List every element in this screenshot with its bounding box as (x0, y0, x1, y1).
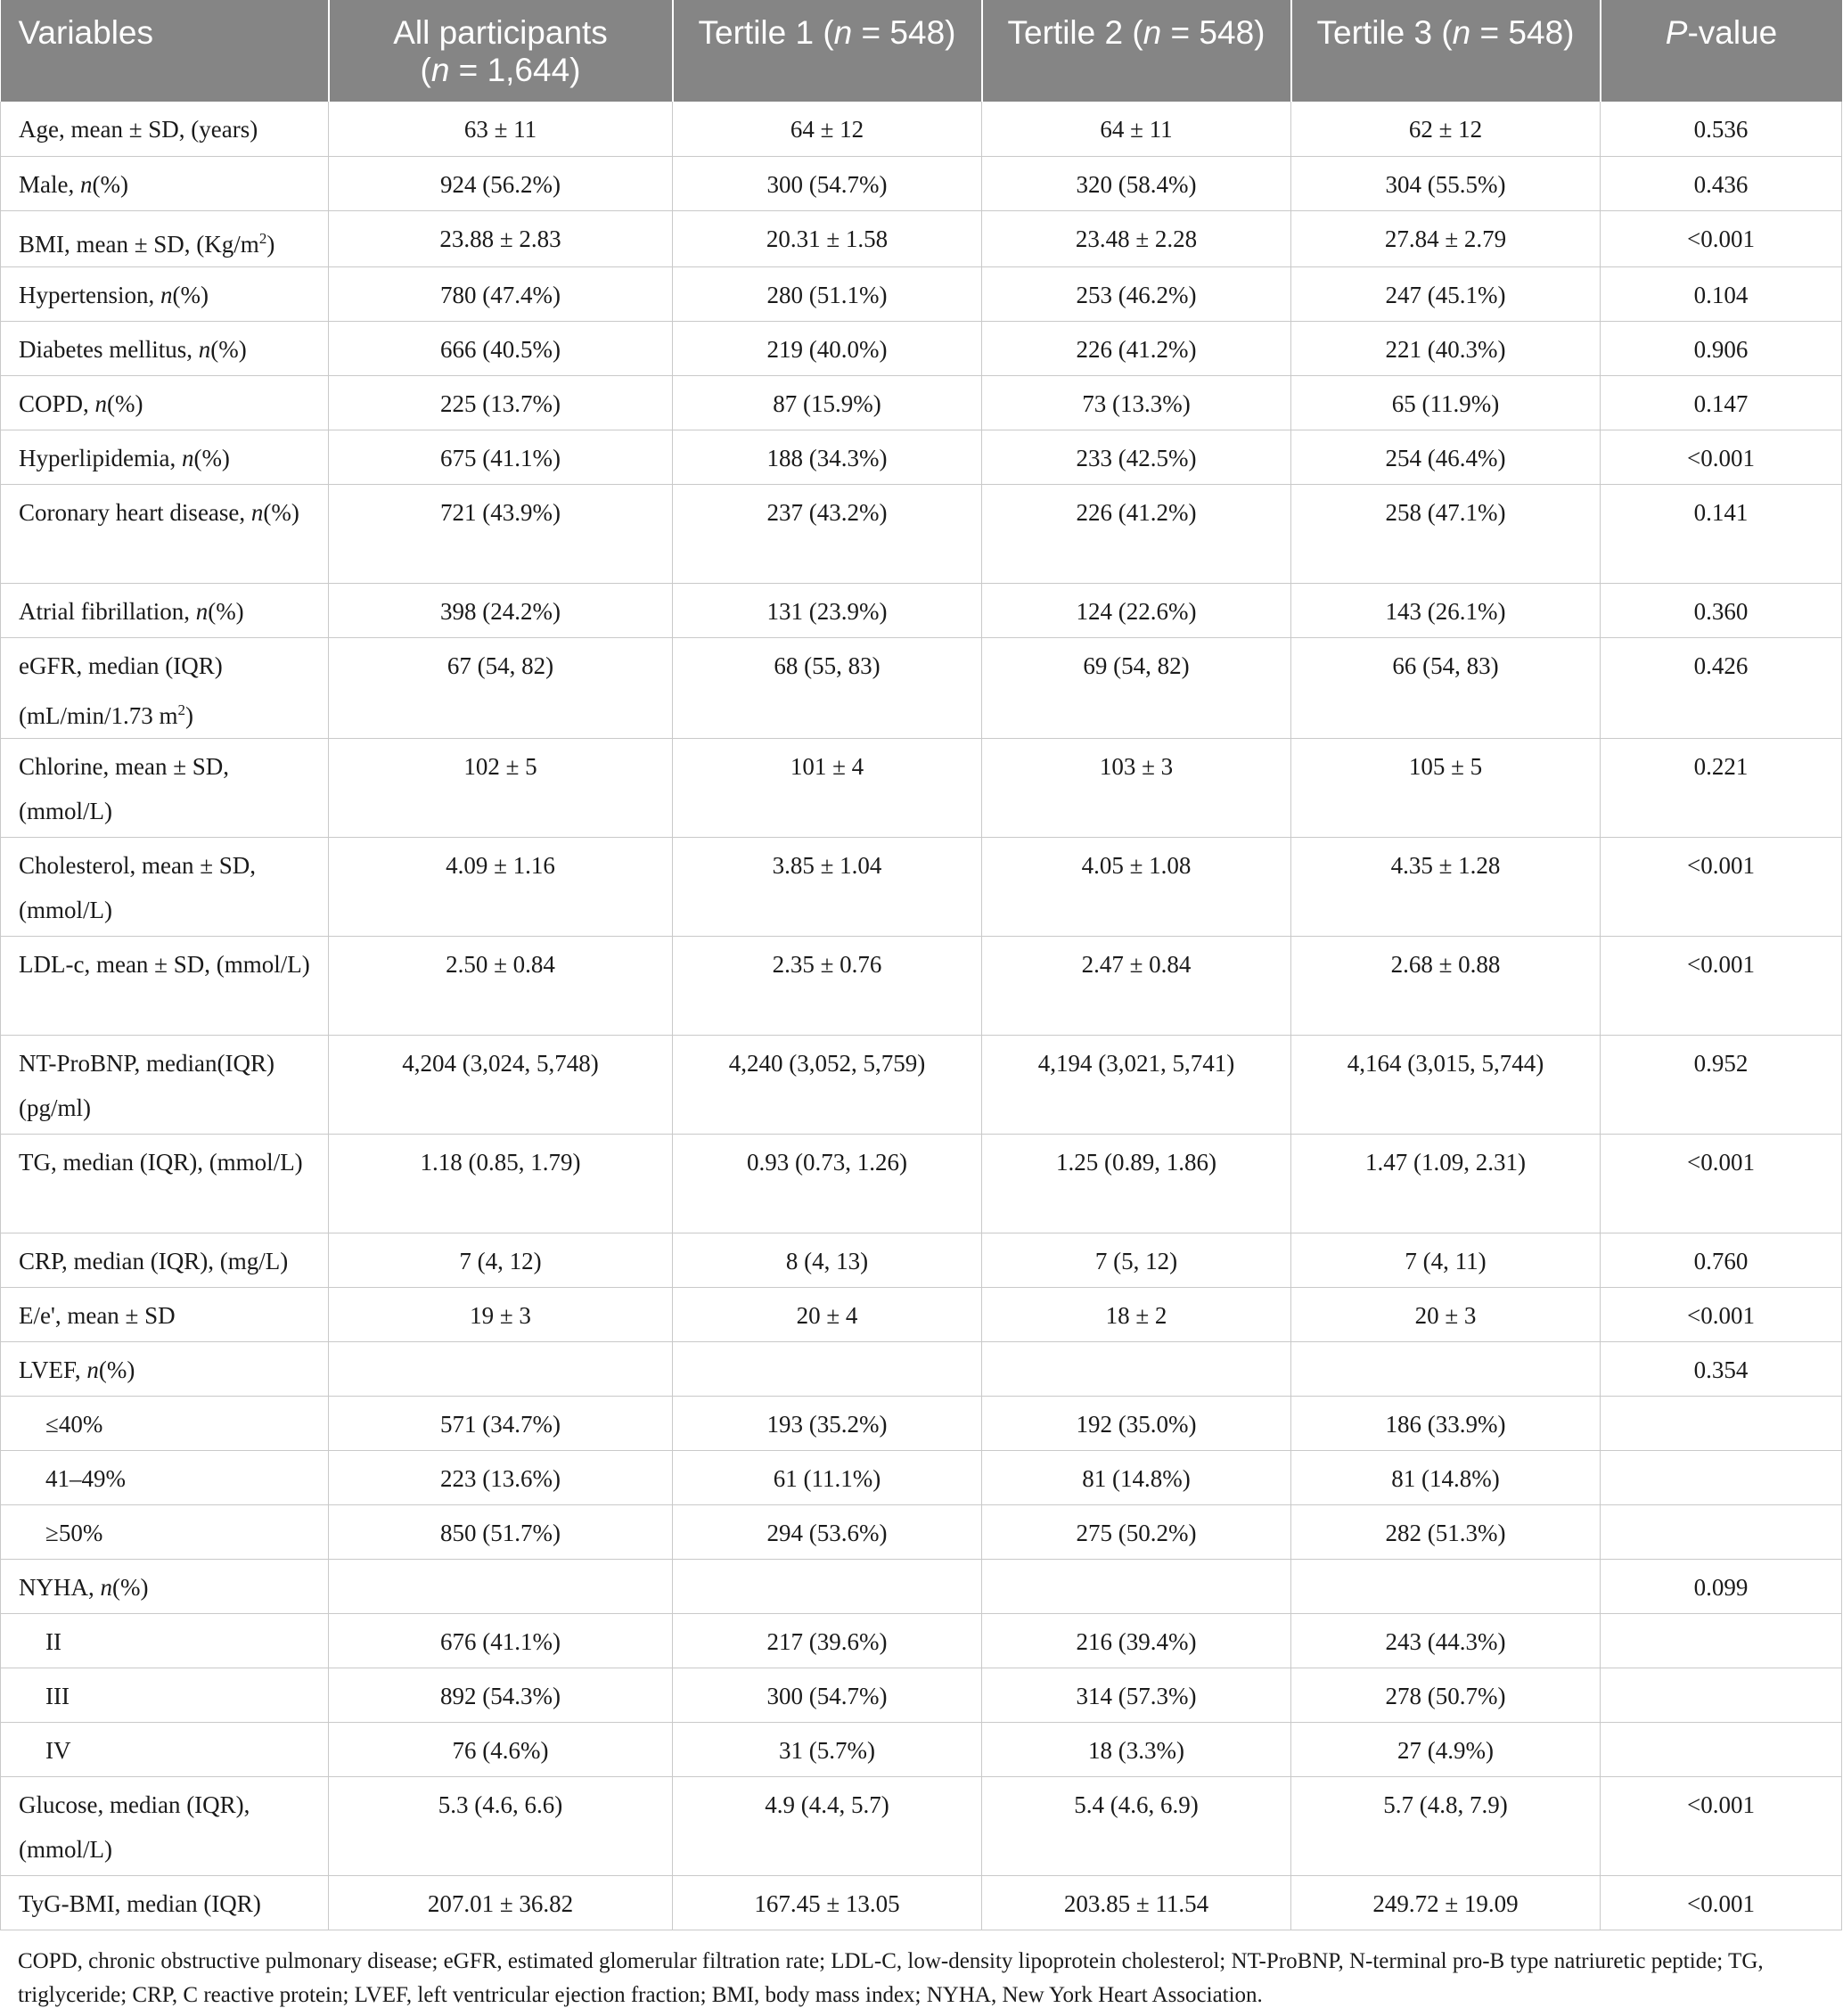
cell-tertile-2: 73 (13.3%) (982, 375, 1291, 430)
cell-tertile-1: 219 (40.0%) (673, 321, 982, 375)
cell-p-value (1601, 1396, 1842, 1450)
cell-tertile-2: 320 (58.4%) (982, 156, 1291, 210)
cell-tertile-1: 64 ± 12 (673, 102, 982, 156)
table-row (1, 1668, 1842, 1722)
header-p-value: P-value (1665, 14, 1778, 51)
table-row (1, 102, 1842, 156)
cell-all-participants: 571 (34.7%) (329, 1396, 673, 1450)
cell-tertile-3 (1291, 1559, 1601, 1613)
cell-tertile-3: 186 (33.9%) (1291, 1396, 1601, 1450)
cell-all-participants: 63 ± 11 (329, 102, 673, 156)
cell-tertile-3: 62 ± 12 (1291, 102, 1601, 156)
cell-p-value (1601, 1504, 1842, 1559)
row-label: TyG-BMI, median (IQR) (1, 1875, 329, 1930)
cell-tertile-1: 20 ± 4 (673, 1287, 982, 1341)
cell-p-value: 0.360 (1601, 583, 1842, 637)
cell-tertile-1: 280 (51.1%) (673, 266, 982, 321)
table-header (1, 0, 1842, 102)
cell-tertile-2: 2.47 ± 0.84 (982, 936, 1291, 1035)
cell-tertile-1: 101 ± 4 (673, 738, 982, 837)
cell-tertile-2: 233 (42.5%) (982, 430, 1291, 484)
cell-tertile-3: 7 (4, 11) (1291, 1233, 1601, 1287)
cell-tertile-3: 254 (46.4%) (1291, 430, 1601, 484)
table-row (1, 936, 1842, 1035)
cell-tertile-3: 221 (40.3%) (1291, 321, 1601, 375)
row-label: IV (1, 1722, 329, 1776)
table-row (1, 430, 1842, 484)
table-row (1, 1776, 1842, 1875)
cell-tertile-3: 105 ± 5 (1291, 738, 1601, 837)
row-label: Male, n(%) (1, 156, 329, 210)
header-tertile-1: Tertile 1 (n = 548) (673, 0, 982, 102)
cell-all-participants: 676 (41.1%) (329, 1613, 673, 1668)
cell-all-participants: 223 (13.6%) (329, 1450, 673, 1504)
cell-all-participants: 892 (54.3%) (329, 1668, 673, 1722)
row-label: TG, median (IQR), (mmol/L) (1, 1134, 329, 1233)
cell-p-value: 0.436 (1601, 156, 1842, 210)
table-row (1, 1287, 1842, 1341)
cell-tertile-3 (1291, 1341, 1601, 1396)
cell-all-participants: 2.50 ± 0.84 (329, 936, 673, 1035)
table-row (1, 484, 1842, 583)
cell-tertile-2: 64 ± 11 (982, 102, 1291, 156)
table-row (1, 1559, 1842, 1613)
cell-tertile-3: 304 (55.5%) (1291, 156, 1601, 210)
cell-tertile-3: 249.72 ± 19.09 (1291, 1875, 1601, 1930)
cell-tertile-2: 192 (35.0%) (982, 1396, 1291, 1450)
cell-tertile-1: 300 (54.7%) (673, 1668, 982, 1722)
table-row (1, 837, 1842, 936)
row-label: E/e', mean ± SD (1, 1287, 329, 1341)
cell-tertile-2: 69 (54, 82) (982, 637, 1291, 738)
header-all-participants: All participants (n = 1,644) (329, 0, 673, 102)
cell-p-value: 0.952 (1601, 1035, 1842, 1134)
cell-tertile-1: 3.85 ± 1.04 (673, 837, 982, 936)
cell-tertile-3: 247 (45.1%) (1291, 266, 1601, 321)
header-tertile-2: Tertile 2 (n = 548) (982, 0, 1291, 102)
cell-all-participants: 924 (56.2%) (329, 156, 673, 210)
cell-p-value: <0.001 (1601, 1776, 1842, 1875)
cell-tertile-2: 275 (50.2%) (982, 1504, 1291, 1559)
table-row (1, 1134, 1842, 1233)
cell-tertile-1: 31 (5.7%) (673, 1722, 982, 1776)
cell-p-value: 0.760 (1601, 1233, 1842, 1287)
cell-all-participants: 721 (43.9%) (329, 484, 673, 583)
cell-all-participants: 5.3 (4.6, 6.6) (329, 1776, 673, 1875)
cell-p-value: 0.141 (1601, 484, 1842, 583)
cell-all-participants: 76 (4.6%) (329, 1722, 673, 1776)
cell-tertile-2 (982, 1341, 1291, 1396)
cell-tertile-1: 294 (53.6%) (673, 1504, 982, 1559)
cell-p-value: <0.001 (1601, 210, 1842, 266)
cell-tertile-2: 226 (41.2%) (982, 321, 1291, 375)
header-variables: Variables (1, 0, 329, 102)
table-row (1, 1233, 1842, 1287)
cell-tertile-2: 314 (57.3%) (982, 1668, 1291, 1722)
cell-p-value: 0.221 (1601, 738, 1842, 837)
cell-p-value (1601, 1450, 1842, 1504)
row-label: Glucose, median (IQR), (mmol/L) (1, 1776, 329, 1875)
cell-tertile-1 (673, 1341, 982, 1396)
row-label: Chlorine, mean ± SD, (mmol/L) (1, 738, 329, 837)
cell-p-value: <0.001 (1601, 430, 1842, 484)
cell-all-participants: 666 (40.5%) (329, 321, 673, 375)
cell-tertile-1: 193 (35.2%) (673, 1396, 982, 1450)
cell-all-participants: 4,204 (3,024, 5,748) (329, 1035, 673, 1134)
cell-p-value (1601, 1613, 1842, 1668)
cell-tertile-1: 167.45 ± 13.05 (673, 1875, 982, 1930)
cell-all-participants (329, 1559, 673, 1613)
cell-tertile-3: 27 (4.9%) (1291, 1722, 1601, 1776)
row-label: NYHA, n(%) (1, 1559, 329, 1613)
table-row (1, 266, 1842, 321)
table-row (1, 637, 1842, 738)
cell-tertile-1: 300 (54.7%) (673, 156, 982, 210)
cell-p-value: 0.426 (1601, 637, 1842, 738)
cell-tertile-1: 237 (43.2%) (673, 484, 982, 583)
cell-p-value: 0.536 (1601, 102, 1842, 156)
cell-tertile-1: 2.35 ± 0.76 (673, 936, 982, 1035)
row-label: LVEF, n(%) (1, 1341, 329, 1396)
cell-tertile-3: 65 (11.9%) (1291, 375, 1601, 430)
cell-tertile-3: 2.68 ± 0.88 (1291, 936, 1601, 1035)
cell-tertile-2: 81 (14.8%) (982, 1450, 1291, 1504)
cell-tertile-3: 4.35 ± 1.28 (1291, 837, 1601, 936)
cell-tertile-1: 20.31 ± 1.58 (673, 210, 982, 266)
row-label: Hyperlipidemia, n(%) (1, 430, 329, 484)
header-row (1, 0, 1842, 102)
cell-all-participants: 7 (4, 12) (329, 1233, 673, 1287)
cell-all-participants: 4.09 ± 1.16 (329, 837, 673, 936)
table-row (1, 1722, 1842, 1776)
cell-tertile-1: 87 (15.9%) (673, 375, 982, 430)
cell-all-participants: 850 (51.7%) (329, 1504, 673, 1559)
cell-all-participants: 67 (54, 82) (329, 637, 673, 738)
cell-tertile-1: 4.9 (4.4, 5.7) (673, 1776, 982, 1875)
cell-all-participants: 398 (24.2%) (329, 583, 673, 637)
cell-tertile-2: 4,194 (3,021, 5,741) (982, 1035, 1291, 1134)
table-row (1, 1613, 1842, 1668)
cell-p-value: 0.354 (1601, 1341, 1842, 1396)
row-label: ≤40% (1, 1396, 329, 1450)
cell-all-participants: 1.18 (0.85, 1.79) (329, 1134, 673, 1233)
cell-tertile-1: 8 (4, 13) (673, 1233, 982, 1287)
row-label: BMI, mean ± SD, $(Kg/m^2)$ (1, 210, 329, 266)
cell-tertile-2: 5.4 (4.6, 6.9) (982, 1776, 1291, 1875)
cell-tertile-1: 0.93 (0.73, 1.26) (673, 1134, 982, 1233)
table-footnote: COPD, chronic obstructive pulmonary disease; eGFR, estimated glomerular filtration rate; LDL-C, low-density lipoprotein cholesterol; NT-ProBNP, N-terminal pro-B type natriuretic peptide; TG, triglyceride; CRP, C reactive protein; LVEF, left ventricular ejection fraction; BMI, body mass index; NYHA, New York Heart Association. (18, 1949, 1764, 2007)
cell-tertile-3: 243 (44.3%) (1291, 1613, 1601, 1668)
cell-all-participants: 225 (13.7%) (329, 375, 673, 430)
cell-tertile-2 (982, 1559, 1291, 1613)
table-body (1, 102, 1842, 1930)
cell-tertile-2: 7 (5, 12) (982, 1233, 1291, 1287)
row-label: CRP, median (IQR), (mg/L) (1, 1233, 329, 1287)
cell-tertile-3: 143 (26.1%) (1291, 583, 1601, 637)
header-tertile-3: Tertile 3 (n = 548) (1291, 0, 1601, 102)
table-row (1, 738, 1842, 837)
cell-tertile-1: 4,240 (3,052, 5,759) (673, 1035, 982, 1134)
cell-p-value: <0.001 (1601, 1134, 1842, 1233)
cell-tertile-2: 124 (22.6%) (982, 583, 1291, 637)
cell-tertile-1: 61 (11.1%) (673, 1450, 982, 1504)
row-label: Age, mean ± SD, (years) (1, 102, 329, 156)
row-label: ≥50% (1, 1504, 329, 1559)
cell-tertile-3: 5.7 (4.8, 7.9) (1291, 1776, 1601, 1875)
table-row (1, 210, 1842, 266)
cell-tertile-3: 81 (14.8%) (1291, 1450, 1601, 1504)
row-label: eGFR, median (IQR) (mL/min/1.73 $m^2$) (1, 637, 329, 738)
cell-p-value (1601, 1668, 1842, 1722)
cell-tertile-1 (673, 1559, 982, 1613)
cell-tertile-2: 253 (46.2%) (982, 266, 1291, 321)
row-label: Diabetes mellitus, n(%) (1, 321, 329, 375)
row-label: LDL-c, mean ± SD, (mmol/L) (1, 936, 329, 1035)
cell-tertile-2: 226 (41.2%) (982, 484, 1291, 583)
cell-p-value: 0.104 (1601, 266, 1842, 321)
cell-all-participants: 675 (41.1%) (329, 430, 673, 484)
row-label: Cholesterol, mean ± SD, (mmol/L) (1, 837, 329, 936)
cell-tertile-3: 278 (50.7%) (1291, 1668, 1601, 1722)
row-label: Atrial fibrillation, n(%) (1, 583, 329, 637)
table-row (1, 1341, 1842, 1396)
cell-tertile-3: 1.47 (1.09, 2.31) (1291, 1134, 1601, 1233)
row-label: Coronary heart disease, n(%) (1, 484, 329, 583)
cell-tertile-2: 18 (3.3%) (982, 1722, 1291, 1776)
cell-tertile-2: 4.05 ± 1.08 (982, 837, 1291, 936)
table-row (1, 583, 1842, 637)
table-row (1, 1504, 1842, 1559)
cell-p-value: 0.099 (1601, 1559, 1842, 1613)
cell-all-participants: 102 ± 5 (329, 738, 673, 837)
cell-all-participants: 23.88 ± 2.83 (329, 210, 673, 266)
cell-tertile-3: 4,164 (3,015, 5,744) (1291, 1035, 1601, 1134)
cell-tertile-3: 66 (54, 83) (1291, 637, 1601, 738)
cell-tertile-1: 68 (55, 83) (673, 637, 982, 738)
cell-p-value (1601, 1722, 1842, 1776)
table-row (1, 1035, 1842, 1134)
cell-tertile-2: 216 (39.4%) (982, 1613, 1291, 1668)
cell-tertile-2: 18 ± 2 (982, 1287, 1291, 1341)
row-label: Hypertension, n(%) (1, 266, 329, 321)
table-row (1, 156, 1842, 210)
row-label: 41–49% (1, 1450, 329, 1504)
cell-p-value: <0.001 (1601, 1875, 1842, 1930)
cell-tertile-2: 1.25 (0.89, 1.86) (982, 1134, 1291, 1233)
table-row (1, 1450, 1842, 1504)
cell-all-participants: 19 ± 3 (329, 1287, 673, 1341)
table-row (1, 321, 1842, 375)
cell-all-participants: 207.01 ± 36.82 (329, 1875, 673, 1930)
row-label: NT-ProBNP, median(IQR) (pg/ml) (1, 1035, 329, 1134)
cell-p-value: <0.001 (1601, 936, 1842, 1035)
cell-p-value: <0.001 (1601, 1287, 1842, 1341)
table-row (1, 375, 1842, 430)
cell-p-value: 0.906 (1601, 321, 1842, 375)
table-row (1, 1875, 1842, 1930)
table-row (1, 1396, 1842, 1450)
row-label: III (1, 1668, 329, 1722)
cell-tertile-1: 217 (39.6%) (673, 1613, 982, 1668)
cell-tertile-3: 27.84 ± 2.79 (1291, 210, 1601, 266)
cell-tertile-1: 131 (23.9%) (673, 583, 982, 637)
cell-tertile-2: 203.85 ± 11.54 (982, 1875, 1291, 1930)
cell-tertile-2: 103 ± 3 (982, 738, 1291, 837)
cell-tertile-2: 23.48 ± 2.28 (982, 210, 1291, 266)
cell-all-participants (329, 1341, 673, 1396)
row-label: II (1, 1613, 329, 1668)
cell-all-participants: 780 (47.4%) (329, 266, 673, 321)
cell-tertile-1: 188 (34.3%) (673, 430, 982, 484)
row-label: COPD, n(%) (1, 375, 329, 430)
cell-tertile-3: 258 (47.1%) (1291, 484, 1601, 583)
cell-p-value: <0.001 (1601, 837, 1842, 936)
cell-tertile-3: 20 ± 3 (1291, 1287, 1601, 1341)
cell-tertile-3: 282 (51.3%) (1291, 1504, 1601, 1559)
cell-p-value: 0.147 (1601, 375, 1842, 430)
